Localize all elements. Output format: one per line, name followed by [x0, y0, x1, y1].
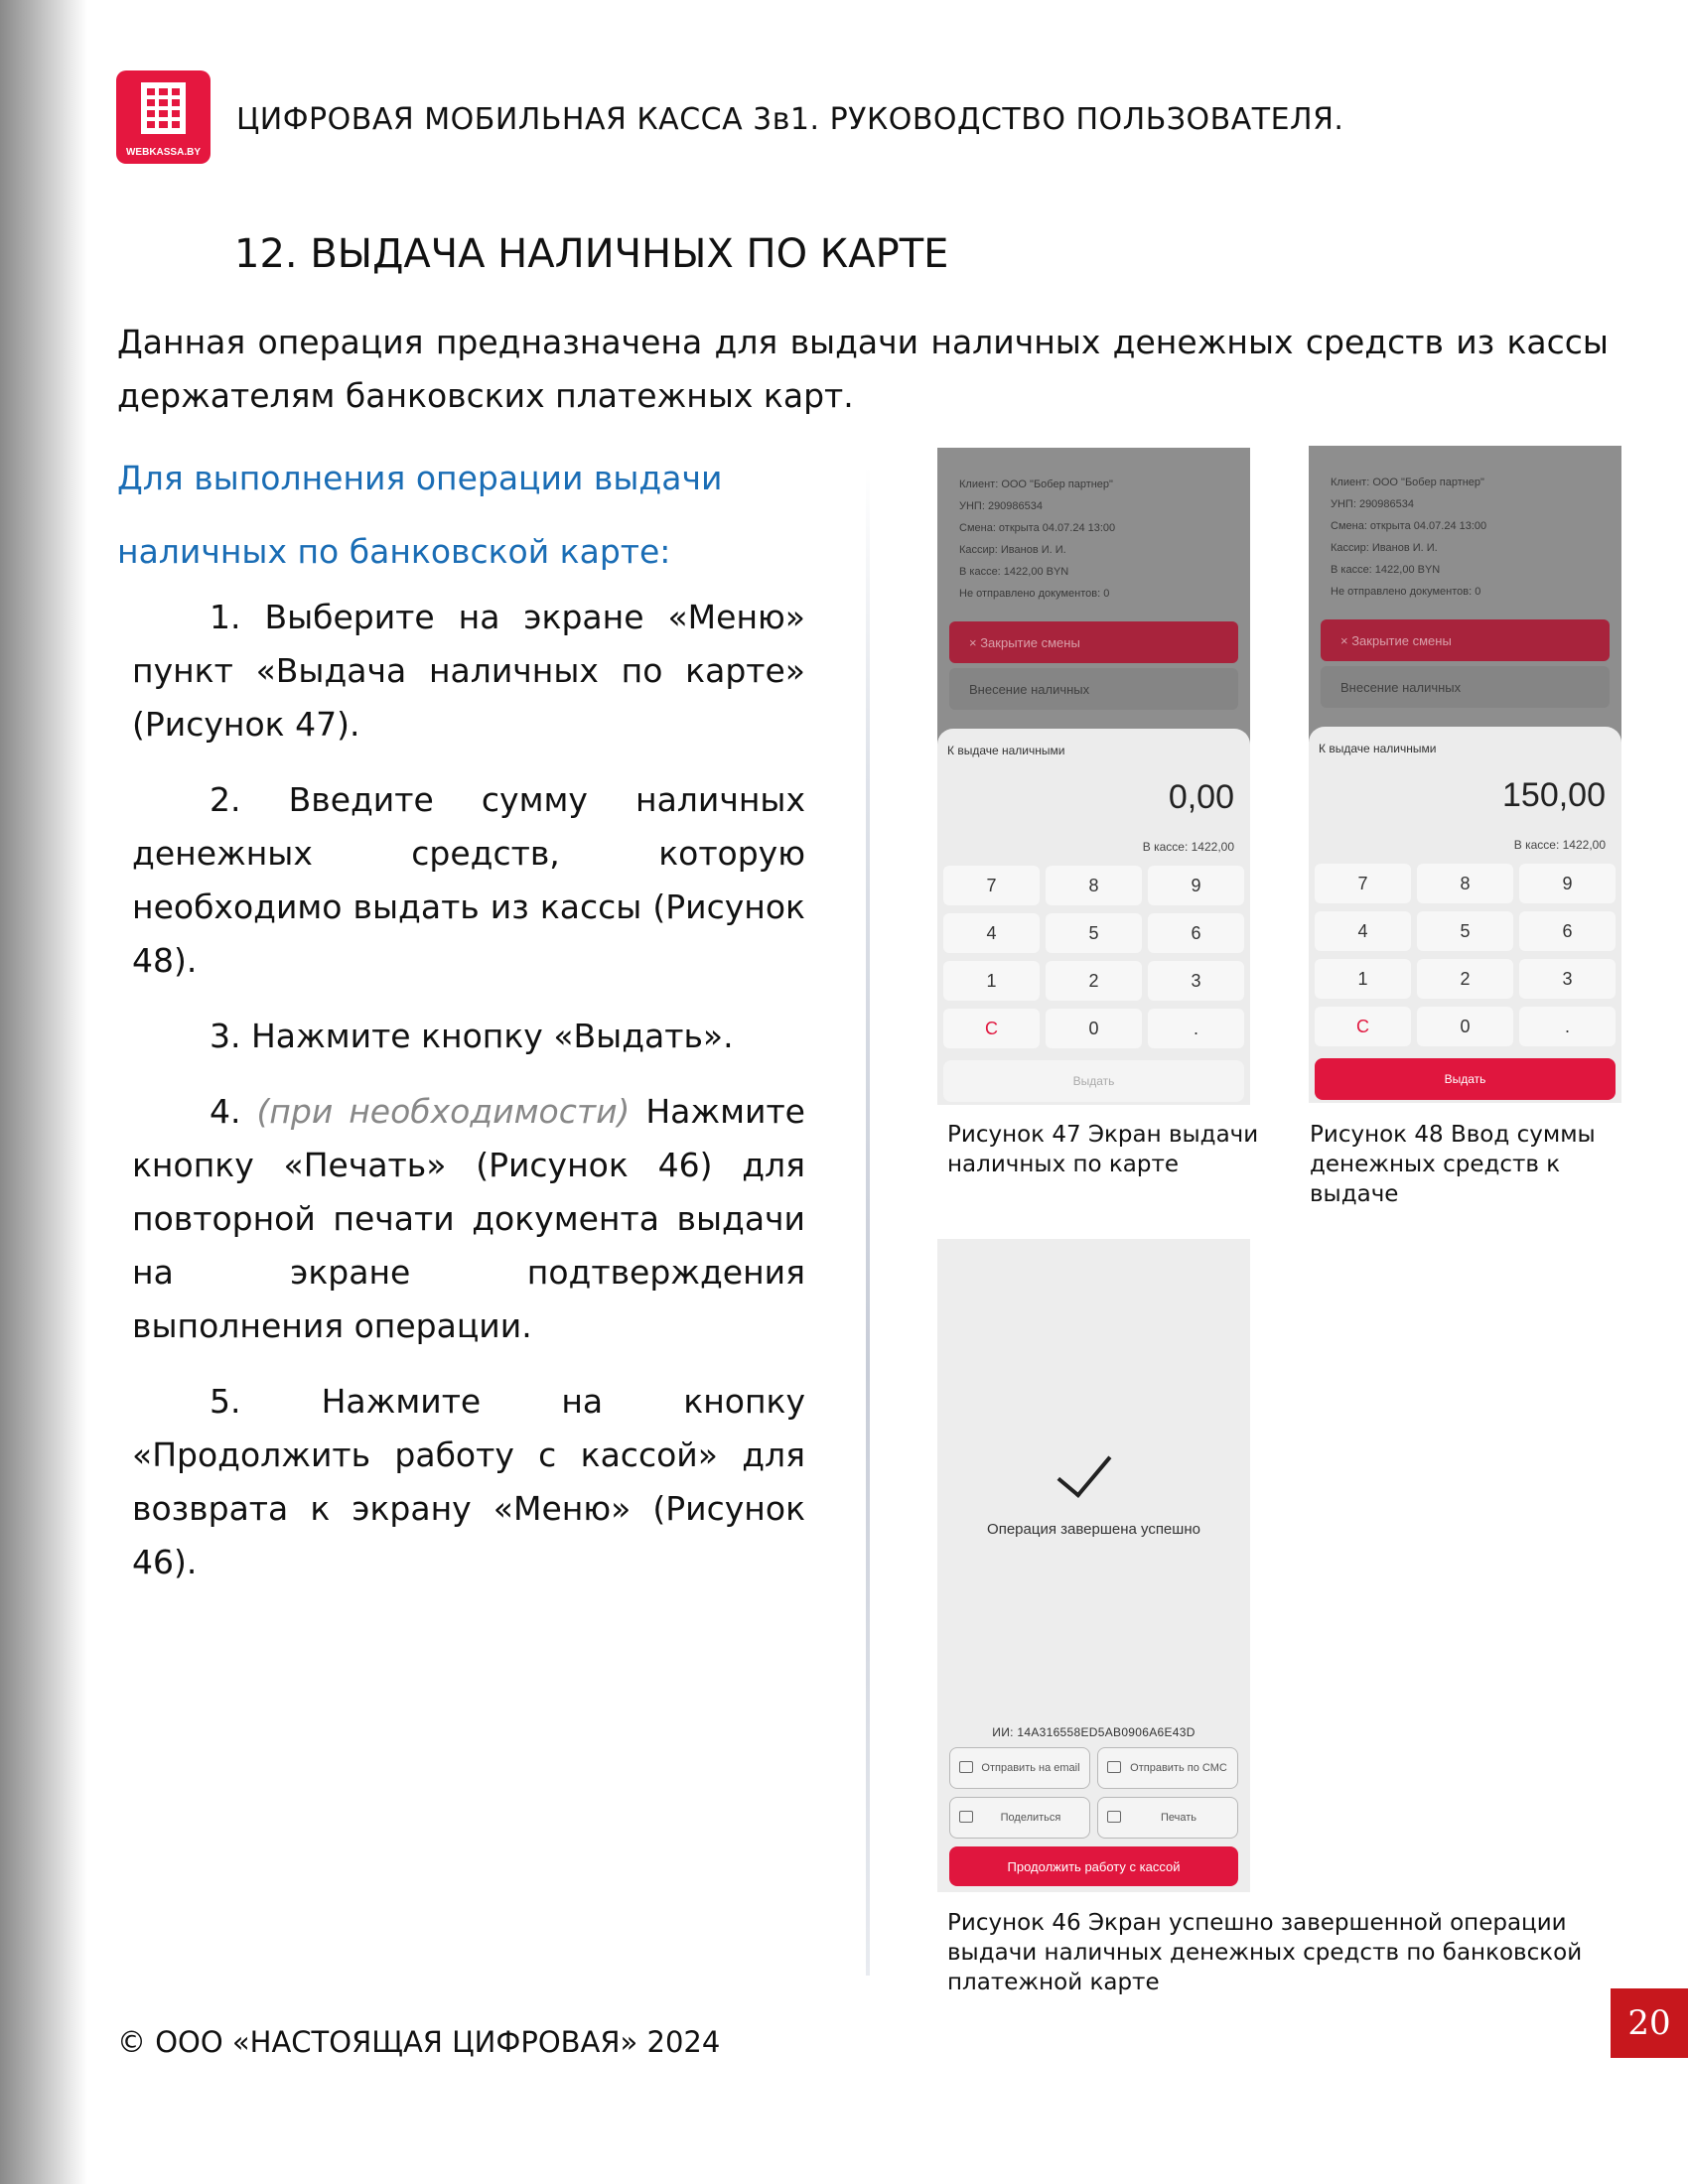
key-1[interactable]: 1: [1315, 959, 1411, 999]
menu-backdrop: [1309, 446, 1621, 744]
key-4[interactable]: 4: [943, 913, 1040, 953]
sheet-title: К выдаче наличными: [947, 744, 1065, 757]
menu-backdrop: [937, 448, 1250, 746]
continue-button[interactable]: Продолжить работу с кассой: [949, 1846, 1238, 1886]
section-title: 12. ВЫДАЧА НАЛИЧНЫХ ПО КАРТЕ: [234, 231, 949, 277]
amount-display: 150,00: [1502, 776, 1606, 814]
envelope-icon: [959, 1761, 973, 1773]
client-line: Клиент: ООО "Бобер партнер": [1331, 477, 1484, 488]
key-6[interactable]: 6: [1148, 913, 1244, 953]
share-label: Поделиться: [1000, 1812, 1061, 1824]
column-divider: [866, 467, 870, 1976]
page-number: 20: [1611, 1988, 1688, 2058]
key-5[interactable]: 5: [1417, 911, 1513, 951]
operation-id: ИИ: 14A316558ED5AB0906A6E43D: [992, 1725, 1196, 1739]
step-2: 2. Введите сумму наличных денежных средств, которую необходимо выдать из кассы (Рисунок 48).: [132, 780, 805, 980]
register-balance: В кассе: 1422,00: [1142, 840, 1234, 854]
footer-copyright: © ООО «НАСТОЯЩАЯ ЦИФРОВАЯ» 2024: [117, 2025, 721, 2059]
register-balance: В кассе: 1422,00: [1513, 838, 1606, 852]
page-edge-shadow: [0, 0, 87, 2184]
key-1[interactable]: 1: [943, 961, 1040, 1001]
cash-sheet: [1309, 727, 1621, 1103]
send-email-button[interactable]: [949, 1747, 1090, 1789]
cashier-line: Кассир: Иванов И. И.: [1331, 542, 1438, 554]
shift-info: [1331, 472, 1486, 603]
logo-text: WEBKASSA.BY: [125, 147, 201, 158]
figure-48-caption: Рисунок 48 Ввод суммы денежных средств к выдаче: [1310, 1122, 1596, 1207]
shift-info: [959, 474, 1115, 605]
issue-button[interactable]: Выдать: [1315, 1058, 1616, 1100]
unp-line: УНП: 290986534: [959, 500, 1044, 512]
key-9[interactable]: 9: [1148, 866, 1244, 905]
key-5[interactable]: 5: [1046, 913, 1142, 953]
figure-48-screenshot: [1309, 446, 1621, 1103]
send-email-label: Отправить на email: [981, 1762, 1080, 1774]
shift-line: Смена: открыта 04.07.24 13:00: [959, 522, 1116, 534]
share-button[interactable]: [949, 1797, 1090, 1839]
key-8[interactable]: 8: [1417, 864, 1513, 903]
key-7[interactable]: 7: [1315, 864, 1411, 903]
success-message: Операция завершена успешно: [987, 1521, 1200, 1538]
printer-icon: [1107, 1811, 1121, 1823]
key-0[interactable]: 0: [1046, 1009, 1142, 1048]
step-4: [132, 1085, 805, 1353]
deposit-button[interactable]: Внесение наличных: [1321, 666, 1610, 708]
message-icon: [1107, 1761, 1121, 1773]
key-3[interactable]: 3: [1148, 961, 1244, 1001]
step-3: 3. Нажмите кнопку «Выдать».: [210, 1017, 734, 1055]
key-8[interactable]: 8: [1046, 866, 1142, 905]
issue-button-disabled[interactable]: Выдать: [943, 1060, 1244, 1102]
checkmark-icon: [1057, 1440, 1112, 1498]
key-3[interactable]: 3: [1519, 959, 1616, 999]
amount-display: 0,00: [1168, 778, 1234, 816]
step-5: 5. Нажмите на кнопку «Продолжить работу с кассой» для возврата к экрану «Меню» (Рисунок 46).: [132, 1382, 805, 1581]
print-button[interactable]: [1097, 1797, 1238, 1839]
send-sms-label: Отправить по СМС: [1130, 1762, 1227, 1774]
shift-line: Смена: открыта 04.07.24 13:00: [1331, 520, 1487, 532]
step-1: 1. Выберите на экране «Меню» пункт «Выдача наличных по карте» (Рисунок 47).: [132, 598, 805, 744]
key-9[interactable]: 9: [1519, 864, 1616, 903]
share-icon: [959, 1811, 973, 1823]
step-4-note: (при необходимости): [256, 1092, 631, 1131]
sheet-title: К выдаче наличными: [1319, 742, 1437, 755]
close-shift-button[interactable]: × Закрытие смены: [949, 621, 1238, 663]
key-4[interactable]: 4: [1315, 911, 1411, 951]
key-2[interactable]: 2: [1417, 959, 1513, 999]
key-6[interactable]: 6: [1519, 911, 1616, 951]
register-line: В кассе: 1422,00 BYN: [959, 566, 1069, 578]
cashier-line: Кассир: Иванов И. И.: [959, 544, 1066, 556]
unp-line: УНП: 290986534: [1331, 498, 1415, 510]
register-grid-icon: [141, 82, 186, 134]
key-decimal[interactable]: .: [1519, 1007, 1616, 1046]
step-4-number: 4.: [210, 1092, 257, 1131]
key-7[interactable]: 7: [943, 866, 1040, 905]
keypad: [1315, 864, 1616, 1046]
close-shift-button[interactable]: × Закрытие смены: [1321, 619, 1610, 661]
intro-paragraph: Данная операция предназначена для выдачи наличных денежных средств из кассы держателям банковских платежных карт.: [117, 323, 1609, 415]
not-sent-line: Не отправлено документов: 0: [1331, 586, 1481, 598]
document-header-title: ЦИФРОВАЯ МОБИЛЬНАЯ КАССА 3в1. РУКОВОДСТВО ПОЛЬЗОВАТЕЛЯ.: [236, 102, 1344, 137]
keypad: [943, 866, 1244, 1048]
print-label: Печать: [1160, 1812, 1197, 1824]
key-2[interactable]: 2: [1046, 961, 1142, 1001]
register-line: В кассе: 1422,00 BYN: [1331, 564, 1441, 576]
steps-list: [132, 591, 805, 1611]
step-4-text: Нажмите кнопку «Печать» (Рисунок 46) для повторной печати документа выдачи на экране подтверждения выполнения операции.: [132, 1092, 805, 1345]
webkassa-logo: [116, 70, 211, 164]
figure-47-caption: Рисунок 47 Экран выдачи наличных по карте: [947, 1122, 1259, 1177]
figure-46-screenshot: [937, 1239, 1250, 1892]
cash-sheet: [937, 729, 1250, 1105]
send-sms-button[interactable]: [1097, 1747, 1238, 1789]
deposit-button[interactable]: Внесение наличных: [949, 668, 1238, 710]
key-clear[interactable]: C: [1315, 1007, 1411, 1046]
client-line: Клиент: ООО "Бобер партнер": [959, 478, 1113, 490]
not-sent-line: Не отправлено документов: 0: [959, 588, 1110, 600]
lead-paragraph: Для выполнения операции выдачи наличных по банковской карте:: [117, 459, 723, 571]
key-0[interactable]: 0: [1417, 1007, 1513, 1046]
key-clear[interactable]: C: [943, 1009, 1040, 1048]
figure-46-caption: Рисунок 46 Экран успешно завершенной операции выдачи наличных денежных средств по банковской платежной карте: [947, 1910, 1583, 1995]
figure-47-screenshot: [937, 448, 1250, 1105]
key-decimal[interactable]: .: [1148, 1009, 1244, 1048]
